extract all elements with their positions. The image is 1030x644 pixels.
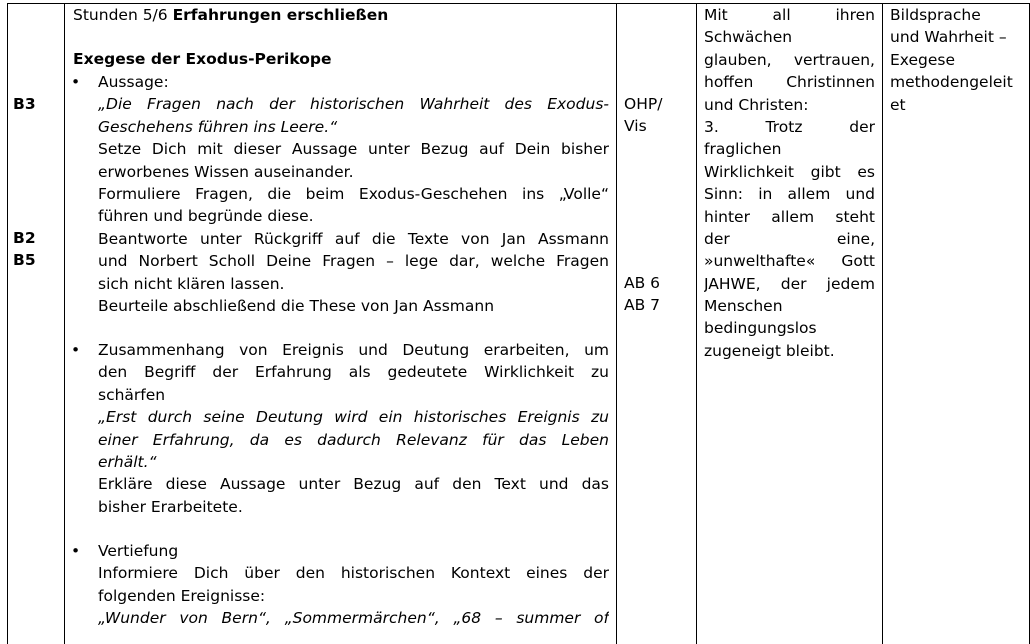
belief-line: hinter allem steht [704,207,875,226]
competency-b5: B5 [13,251,36,269]
belief-line: »unwelthafte« Gott [704,252,875,271]
media-item [624,93,662,138]
task-line: folgenden Ereignisse: [98,586,266,605]
belief-text [704,4,875,362]
media-ab7: AB 7 [624,296,661,315]
belief-line: Sinn: in allem und [704,185,875,204]
bullet-aussage [71,71,609,317]
competency-b3: B3 [13,95,36,113]
media-ab6: AB 6 [624,274,661,292]
belief-line: Mit all ihren [704,6,875,24]
belief-line: Wirklichkeit gibt es [704,162,875,181]
topic-text [890,4,1026,116]
lesson-number: Stunden 5/6 [73,6,168,24]
belief-line: hoffen Christinnen [704,73,875,92]
media-column [617,4,697,644]
belief-line: 3. Trotz der [704,117,875,136]
bullet-icon: • [71,73,81,91]
bullet-title-line: Zusammenhang von Ereignis und Deutung erarbeiten, um [98,341,609,359]
media-ohp: OHP/ [624,95,663,113]
content-column [65,4,617,644]
bullet-icon: • [71,341,81,359]
quote-line: Geschehens führen ins Leere.“ [98,117,338,136]
task-line: Formuliere Fragen, die beim Exodus-Geschehen ins „Volle“ [98,184,609,203]
bullet-title: Vertiefung [98,542,179,560]
bullet-ereignis-deutung [71,339,609,518]
task-line: führen und begründe diese. [98,207,314,226]
topic-column [883,4,1030,644]
belief-line: der eine, [704,229,875,248]
task-line: sich nicht klären lassen. [98,274,285,293]
topic-line: Exegese [890,50,956,69]
bullet-title-line: den Begriff der Erfahrung als gedeutete Wirklichkeit zu [98,363,609,382]
quote-line: einer Erfahrung, da es dadurch Relevanz für das Leben [98,430,609,449]
task-line: Erkläre diese Aussage unter Bezug auf den Text und das [98,475,609,494]
bullet-title-line: schärfen [98,385,166,404]
belief-line: Schwächen [704,28,793,47]
task-line: Beurteile abschließend die These von Jan Assmann [98,296,495,315]
competency-b2: B2 [13,229,36,247]
media-item [624,272,660,317]
belief-line: glauben, vertrauen, [704,50,875,69]
section-title: Exegese der Exodus-Perikope [73,50,332,68]
lesson-title: Erfahrungen erschließen [172,6,389,24]
task-line: erworbenes Wissen auseinander. [98,162,354,181]
topic-line: und Wahrheit – [890,28,1007,47]
competency-column [8,4,65,644]
quote-line: „Wunder von Bern“, „Sommermärchen“, „68 – summer of [98,609,609,628]
bullet-title: Aussage: [98,73,169,91]
task-line: Informiere Dich über den historischen Kontext eines der [98,564,609,583]
bullet-vertiefung [71,540,609,630]
topic-line: methodengeleit [890,73,1013,92]
quote-line: erhält.“ [98,452,157,471]
lesson-heading [73,4,609,26]
lesson-plan-table [7,3,1030,644]
topic-line: Bildsprache [890,6,981,24]
task-line: bisher Erarbeitete. [98,497,243,516]
belief-line: fraglichen [704,140,782,159]
belief-column [697,4,883,644]
topic-line: et [890,95,906,114]
media-vis: Vis [624,117,647,136]
belief-line: und Christen: [704,95,809,114]
belief-line: Menschen [704,297,783,316]
quote-line: „Die Fragen nach der historischen Wahrheit des Exodus- [98,95,609,114]
belief-line: zugeneigt bleibt. [704,341,835,360]
task-line: Setze Dich mit dieser Aussage unter Bezug auf Dein bisher [98,140,609,159]
task-line: Beantworte unter Rückgriff auf die Texte von Jan Assmann [98,229,609,248]
task-line: und Norbert Scholl Deine Fragen – lege dar, welche Fragen [98,252,609,271]
quote-line: „Erst durch seine Deutung wird ein historisches Ereignis zu [98,408,609,427]
belief-line: JAHWE, der jedem [704,274,875,293]
bullet-icon: • [71,542,81,560]
belief-line: bedingungslos [704,319,817,338]
